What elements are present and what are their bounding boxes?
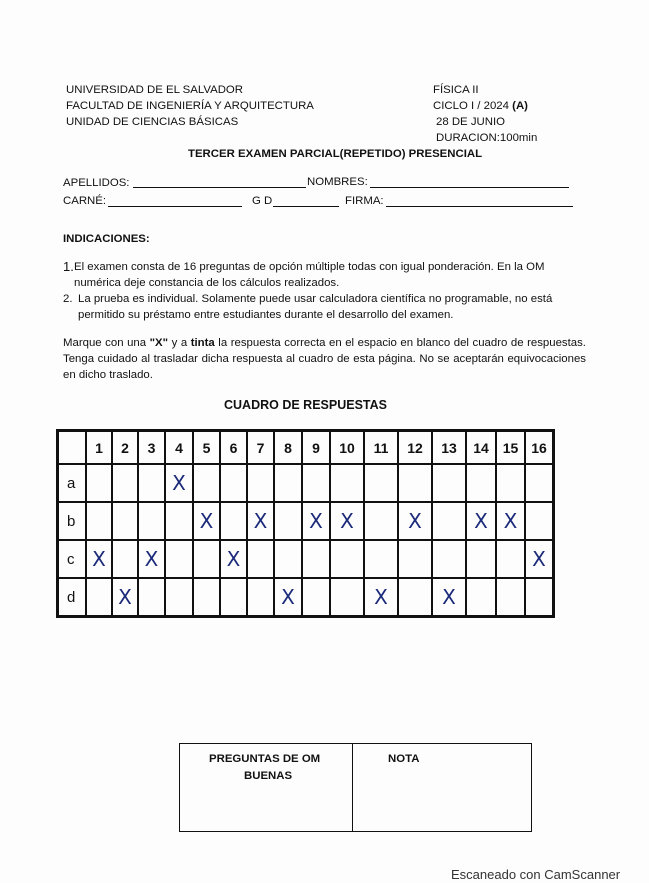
answer-cell[interactable] bbox=[364, 502, 398, 540]
answer-row bbox=[58, 540, 553, 578]
question-number: 14 bbox=[466, 431, 496, 464]
answer-cell[interactable] bbox=[165, 464, 193, 502]
answer-cell[interactable] bbox=[138, 578, 165, 616]
answer-cell[interactable] bbox=[86, 464, 112, 502]
answer-cell[interactable] bbox=[165, 540, 193, 578]
cycle-group: (A) bbox=[512, 100, 528, 112]
answer-row bbox=[58, 578, 553, 616]
answer-cell[interactable] bbox=[165, 578, 193, 616]
answer-cell[interactable] bbox=[274, 464, 302, 502]
answer-cell[interactable] bbox=[112, 540, 138, 578]
answer-cell[interactable] bbox=[466, 540, 496, 578]
answer-mark: X bbox=[172, 471, 186, 495]
answer-cell[interactable] bbox=[193, 464, 220, 502]
exam-date: 28 DE JUNIO bbox=[436, 116, 505, 128]
answer-cell[interactable] bbox=[138, 464, 165, 502]
answer-row bbox=[58, 464, 553, 502]
instruction-1-text: El examen consta de 16 preguntas de opción múltiple todas con igual ponderación. En la OM numérica deje constancia de los cálculos realizados. bbox=[74, 261, 545, 289]
answer-cell[interactable] bbox=[398, 578, 432, 616]
answer-cell[interactable] bbox=[398, 502, 432, 540]
answer-cell[interactable] bbox=[330, 540, 364, 578]
question-number: 6 bbox=[220, 431, 247, 464]
answer-cell[interactable] bbox=[193, 578, 220, 616]
question-number: 16 bbox=[525, 431, 553, 464]
answer-cell[interactable] bbox=[496, 578, 525, 616]
answer-cell[interactable] bbox=[525, 540, 553, 578]
answer-mark: X bbox=[144, 547, 159, 571]
answer-mark: X bbox=[226, 547, 241, 571]
answer-cell[interactable] bbox=[220, 540, 247, 578]
question-number: 8 bbox=[274, 431, 302, 464]
id-label: CARNÉ: bbox=[63, 195, 107, 207]
answer-cell[interactable] bbox=[302, 540, 330, 578]
correct-om-label-2: BUENAS bbox=[244, 770, 293, 782]
id-field[interactable] bbox=[108, 206, 242, 207]
question-number: 15 bbox=[496, 431, 525, 464]
answer-cell[interactable] bbox=[432, 540, 466, 578]
surnames-field[interactable] bbox=[133, 187, 306, 188]
exam-duration: DURACION:100min bbox=[436, 132, 538, 144]
option-label: a bbox=[58, 464, 86, 502]
answer-cell[interactable] bbox=[330, 502, 364, 540]
answer-mark: X bbox=[118, 585, 132, 609]
answer-cell[interactable] bbox=[525, 502, 553, 540]
answer-cell[interactable] bbox=[165, 502, 193, 540]
instruction-1-number: 1. bbox=[63, 259, 74, 274]
question-number: 13 bbox=[432, 431, 466, 464]
question-number: 3 bbox=[138, 431, 165, 464]
scanner-watermark: Escaneado con CamScanner bbox=[451, 867, 621, 882]
answer-mark: X bbox=[309, 509, 323, 533]
answer-cell[interactable] bbox=[302, 578, 330, 616]
question-number: 5 bbox=[193, 431, 220, 464]
answer-cell[interactable] bbox=[247, 502, 274, 540]
group-field[interactable] bbox=[273, 206, 339, 207]
answer-cell[interactable] bbox=[330, 578, 364, 616]
grade-label: NOTA bbox=[388, 753, 420, 765]
answer-cell[interactable] bbox=[274, 502, 302, 540]
question-number: 2 bbox=[112, 431, 138, 464]
instruction-2: La prueba es individual. Solamente puede usar calculadora científica no programable, no está permitido su préstamo entre estudiantes durante el desarrollo del examen. bbox=[78, 293, 553, 321]
question-number: 4 bbox=[165, 431, 193, 464]
answer-cell[interactable] bbox=[398, 464, 432, 502]
grid-corner bbox=[58, 431, 86, 464]
answer-cell[interactable] bbox=[86, 502, 112, 540]
surnames-label: APELLIDOS: bbox=[63, 177, 130, 189]
answer-cell[interactable] bbox=[247, 540, 274, 578]
course-name: FÍSICA II bbox=[433, 84, 479, 96]
answer-mark: X bbox=[253, 509, 268, 533]
unit-name: UNIDAD DE CIENCIAS BÁSICAS bbox=[66, 116, 239, 128]
names-label: NOMBRES: bbox=[307, 176, 368, 188]
answer-cell[interactable] bbox=[138, 540, 165, 578]
answer-cell[interactable] bbox=[364, 578, 398, 616]
answer-mark: X bbox=[442, 585, 456, 609]
question-number: 7 bbox=[247, 431, 274, 464]
answer-cell[interactable] bbox=[274, 540, 302, 578]
answer-mark: X bbox=[408, 509, 422, 533]
answer-cell[interactable] bbox=[432, 502, 466, 540]
answer-cell[interactable] bbox=[466, 502, 496, 540]
question-number: 12 bbox=[398, 431, 432, 464]
answer-cell[interactable] bbox=[247, 578, 274, 616]
answer-cell[interactable] bbox=[525, 578, 553, 616]
answer-row bbox=[58, 502, 553, 540]
option-label: d bbox=[58, 578, 86, 616]
answer-cell[interactable] bbox=[364, 464, 398, 502]
marking-note bbox=[63, 335, 586, 383]
answer-mark: X bbox=[374, 585, 388, 609]
answer-cell[interactable] bbox=[466, 464, 496, 502]
answer-cell[interactable] bbox=[302, 502, 330, 540]
answer-cell[interactable] bbox=[330, 464, 364, 502]
answer-cell[interactable] bbox=[432, 578, 466, 616]
answer-cell[interactable] bbox=[525, 464, 553, 502]
answers-title: CUADRO DE RESPUESTAS bbox=[224, 398, 387, 412]
answer-mark: X bbox=[92, 547, 106, 571]
answer-cell[interactable] bbox=[496, 464, 525, 502]
note-part-b: y a bbox=[168, 337, 191, 349]
score-divider bbox=[352, 744, 353, 831]
grid-header-row bbox=[58, 431, 553, 464]
instructions-title: INDICACIONES: bbox=[63, 233, 150, 245]
answer-cell[interactable] bbox=[220, 502, 247, 540]
cycle-text: CICLO I / 2024 bbox=[433, 100, 509, 112]
instruction-1 bbox=[74, 259, 590, 291]
instruction-2-number: 2. bbox=[63, 293, 73, 305]
signature-field[interactable] bbox=[386, 206, 573, 207]
answer-cell[interactable] bbox=[112, 502, 138, 540]
question-number: 9 bbox=[302, 431, 330, 464]
question-number: 1 bbox=[86, 431, 112, 464]
answer-grid bbox=[56, 429, 555, 618]
faculty-name: FACULTAD DE INGENIERÍA Y ARQUITECTURA bbox=[66, 100, 314, 112]
answer-mark: X bbox=[340, 509, 354, 533]
answer-mark: X bbox=[503, 509, 518, 533]
exam-title: TERCER EXAMEN PARCIAL(REPETIDO) PRESENCIAL bbox=[188, 148, 483, 160]
signature-label: FIRMA: bbox=[345, 195, 384, 207]
answer-cell[interactable] bbox=[398, 540, 432, 578]
group-label: G D bbox=[252, 195, 273, 207]
answer-mark: X bbox=[281, 585, 295, 609]
answer-cell[interactable] bbox=[364, 540, 398, 578]
note-part-c: la respuesta correcta en el espacio en blanco del cuadro de respuestas. Tenga cuidado al trasladar dicha respuesta al cuadro de esta página. No se aceptarán equivocaciones en dicho traslado. bbox=[63, 337, 586, 381]
answer-cell[interactable] bbox=[193, 540, 220, 578]
cycle bbox=[433, 99, 528, 113]
note-x: "X" bbox=[149, 337, 169, 349]
answer-mark: X bbox=[532, 547, 546, 571]
option-label: b bbox=[58, 502, 86, 540]
note-tinta: tinta bbox=[190, 337, 215, 349]
answer-mark: X bbox=[474, 509, 488, 533]
answer-cell[interactable] bbox=[220, 578, 247, 616]
answer-cell[interactable] bbox=[193, 502, 220, 540]
answer-cell[interactable] bbox=[247, 464, 274, 502]
question-number: 11 bbox=[364, 431, 398, 464]
option-label: c bbox=[58, 540, 86, 578]
university-name: UNIVERSIDAD DE EL SALVADOR bbox=[66, 84, 244, 96]
answer-cell[interactable] bbox=[112, 578, 138, 616]
score-box bbox=[179, 743, 532, 832]
question-number: 10 bbox=[330, 431, 364, 464]
correct-om-label: PREGUNTAS DE OM bbox=[209, 753, 321, 765]
answer-cell[interactable] bbox=[220, 464, 247, 502]
answer-cell[interactable] bbox=[496, 540, 525, 578]
answer-cell[interactable] bbox=[274, 578, 302, 616]
note-part-a: Marque con una bbox=[63, 337, 150, 349]
answer-cell[interactable] bbox=[302, 464, 330, 502]
answer-cell[interactable] bbox=[432, 464, 466, 502]
answer-cell[interactable] bbox=[86, 540, 112, 578]
answer-cell[interactable] bbox=[496, 502, 525, 540]
answer-mark: X bbox=[199, 509, 214, 533]
answer-cell[interactable] bbox=[138, 502, 165, 540]
answer-cell[interactable] bbox=[86, 578, 112, 616]
answer-cell[interactable] bbox=[466, 578, 496, 616]
names-field[interactable] bbox=[370, 187, 569, 188]
answer-cell[interactable] bbox=[112, 464, 138, 502]
